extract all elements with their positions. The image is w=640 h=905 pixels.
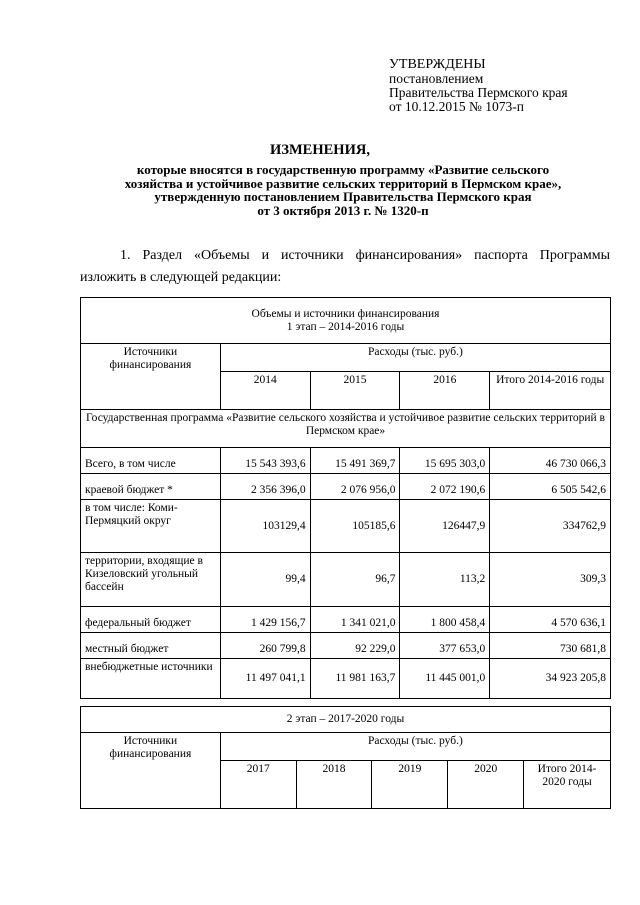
- table-row: [81, 659, 611, 699]
- year-header: 2016: [400, 372, 490, 410]
- cell-total: 4 570 636,1: [490, 607, 611, 633]
- cell-value: 2 072 190,6: [400, 474, 490, 500]
- subtitle-line-2: хозяйства и устойчивое развитие сельских территорий в Пермском крае»,: [124, 175, 562, 191]
- stage1-header-line-1: Объемы и источники финансирования: [251, 307, 440, 320]
- row-label: внебюджетные источники: [81, 659, 221, 699]
- program-name-row: Государственная программа «Развитие сельского хозяйства и устойчивое развитие сельских территорий в Пермском крае»: [81, 410, 611, 448]
- document-subtitle: [100, 163, 586, 217]
- expenses-header: Расходы (тыс. руб.): [220, 344, 610, 372]
- year-header: 2018: [296, 761, 372, 809]
- cell-value: 15 543 393,6: [220, 448, 310, 474]
- cell-total: 334762,9: [490, 500, 611, 553]
- sources-header: Источники финансирования: [81, 733, 221, 809]
- cell-total: 309,3: [490, 553, 611, 607]
- row-label: в том числе: Коми-Пермяцкий округ: [81, 500, 221, 553]
- cell-value: 2 076 956,0: [310, 474, 400, 500]
- total-header: Итого 2014-2016 годы: [490, 372, 611, 410]
- intro-paragraph-text: 1. Раздел «Объемы и источники финансирования» паспорта Программы изложить в следующей редакции:: [80, 248, 610, 285]
- subtitle-line-4: от 3 октября 2013 г. № 1320-п: [257, 202, 429, 218]
- expenses-header: Расходы (тыс. руб.): [220, 733, 610, 761]
- cell-value: 260 799,8: [220, 633, 310, 659]
- stage2-header: 2 этап – 2017-2020 годы: [81, 707, 611, 733]
- row-label: территории, входящие в Кизеловский угольный бассейн: [81, 553, 221, 607]
- document-title: ИЗМЕНЕНИЯ,: [270, 142, 370, 158]
- row-label: местный бюджет: [81, 633, 221, 659]
- approval-line-3: Правительства Пермского края: [389, 85, 568, 100]
- cell-value: 11 981 163,7: [310, 659, 400, 699]
- row-label: федеральный бюджет: [81, 607, 221, 633]
- total-header: Итого 2014-2020 годы: [524, 761, 611, 809]
- cell-value: 105185,6: [310, 500, 400, 553]
- table-row: [81, 474, 611, 500]
- cell-value: 103129,4: [220, 500, 310, 553]
- cell-total: 6 505 542,6: [490, 474, 611, 500]
- table-row: [81, 448, 611, 474]
- funding-table-stage-1: [80, 297, 611, 699]
- year-header: 2020: [448, 761, 524, 809]
- row-label: Всего, в том числе: [81, 448, 221, 474]
- subtitle-line-1: которые вносятся в государственную программу «Развитие сельского: [136, 162, 550, 177]
- cell-value: 92 229,0: [310, 633, 400, 659]
- subtitle-line-3: утвержденную постановлением Правительства Пермского края: [154, 189, 532, 204]
- stage1-header: [81, 298, 611, 344]
- year-header: 2015: [310, 372, 400, 410]
- table-row: [81, 500, 611, 553]
- row-label: краевой бюджет *: [81, 474, 221, 500]
- cell-total: 34 923 205,8: [490, 659, 611, 699]
- table-row: [81, 553, 611, 607]
- table-row: [81, 633, 611, 659]
- sources-header: Источники финансирования: [81, 344, 221, 410]
- cell-value: 11 445 001,0: [400, 659, 490, 699]
- cell-value: 1 800 458,4: [400, 607, 490, 633]
- approval-line-1: УТВЕРЖДЕНЫ: [389, 57, 486, 72]
- year-header: 2014: [220, 372, 310, 410]
- approval-block: [389, 58, 568, 114]
- year-header: 2017: [220, 761, 296, 809]
- funding-table-stage-2: [80, 706, 611, 809]
- cell-value: 126447,9: [400, 500, 490, 553]
- approval-line-4: от 10.12.2015 № 1073-п: [389, 99, 524, 114]
- cell-value: 15 695 303,0: [400, 448, 490, 474]
- intro-paragraph: [80, 245, 610, 289]
- approval-line-2: постановлением: [389, 71, 484, 86]
- cell-value: 15 491 369,7: [310, 448, 400, 474]
- cell-total: 46 730 066,3: [490, 448, 611, 474]
- cell-value: 2 356 396,0: [220, 474, 310, 500]
- cell-value: 1 341 021,0: [310, 607, 400, 633]
- cell-value: 377 653,0: [400, 633, 490, 659]
- cell-total: 730 681,8: [490, 633, 611, 659]
- cell-value: 99,4: [220, 553, 310, 607]
- table-row: [81, 607, 611, 633]
- cell-value: 96,7: [310, 553, 400, 607]
- cell-value: 113,2: [400, 553, 490, 607]
- cell-value: 1 429 156,7: [220, 607, 310, 633]
- stage1-header-line-2: 1 этап – 2014-2016 годы: [286, 320, 405, 333]
- year-header: 2019: [372, 761, 448, 809]
- cell-value: 11 497 041,1: [220, 659, 310, 699]
